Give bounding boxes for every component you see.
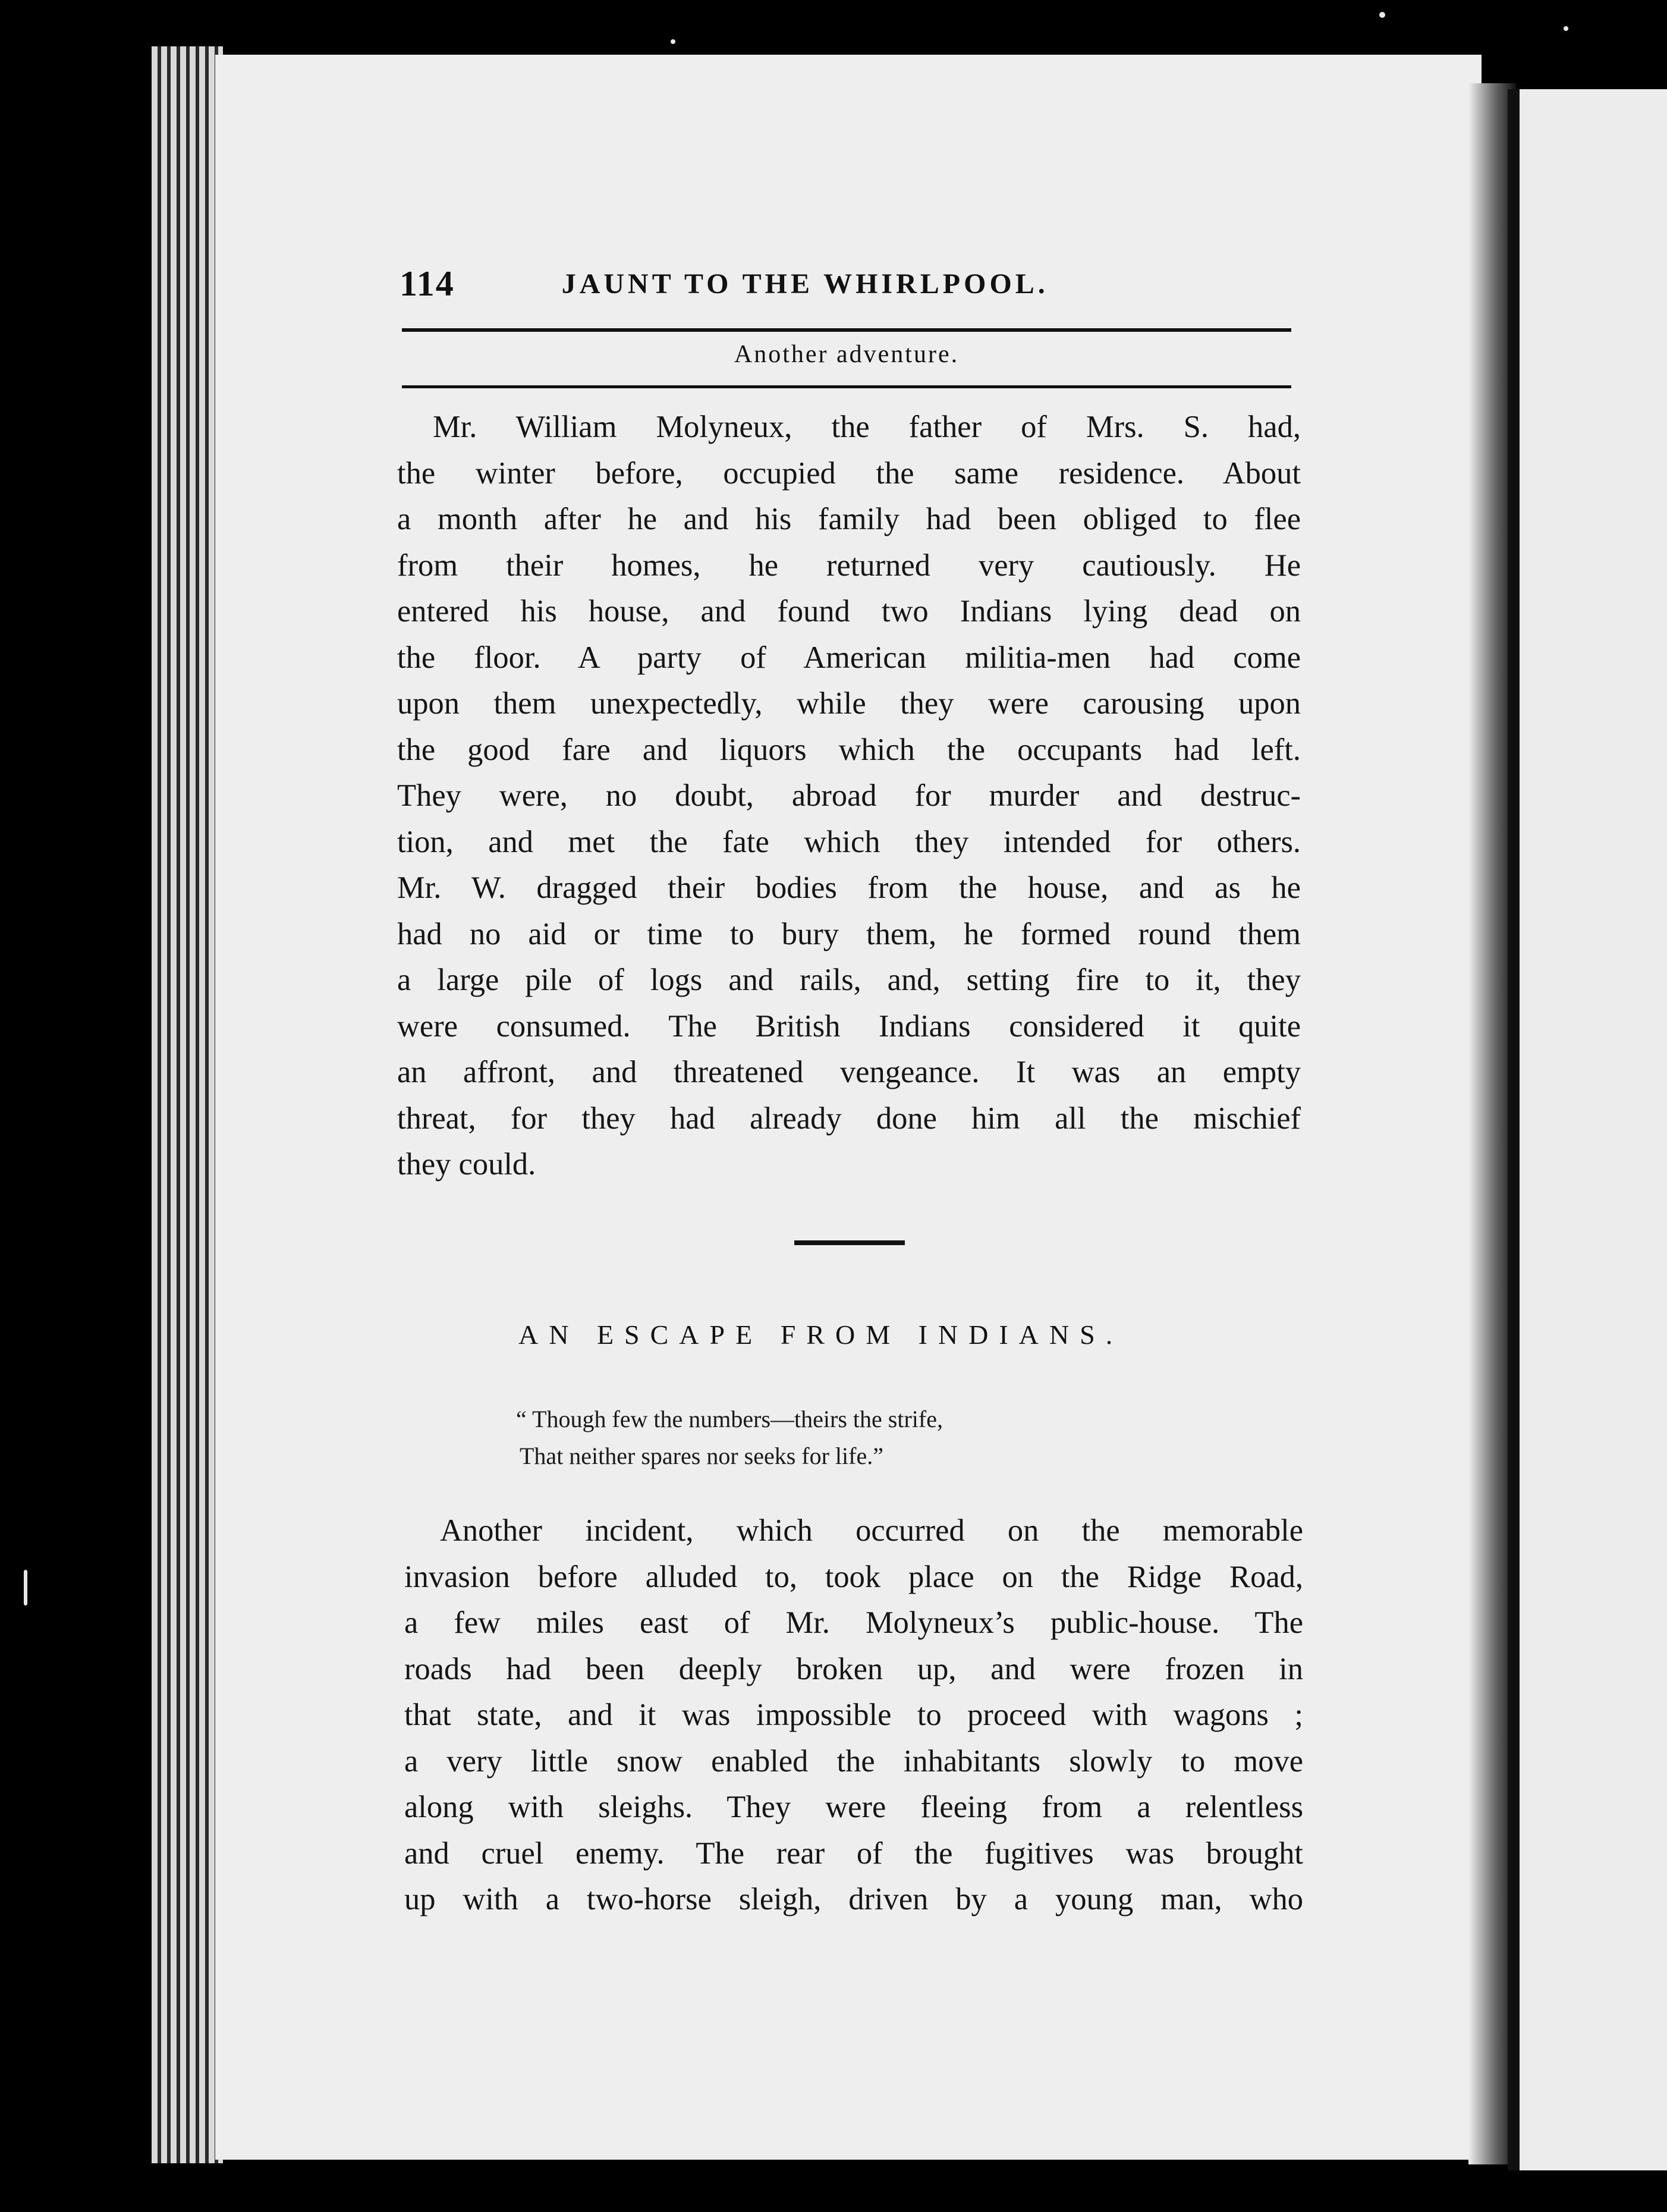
header-rule-top xyxy=(402,328,1291,332)
paragraph-escape xyxy=(404,1508,1303,1923)
text-line: entered his house, and found two Indians lying dead on xyxy=(397,594,1301,629)
text-line: they could. xyxy=(397,1147,536,1182)
facing-page-edge xyxy=(1508,89,1521,2170)
text-line: and cruel enemy. The rear of the fugitives was brought xyxy=(404,1836,1303,1871)
text-line: Another incident, which occurred on the memorable xyxy=(440,1513,1303,1548)
text-line: a month after he and his family had been obliged to flee xyxy=(397,502,1301,536)
text-line: along with sleighs. They were fleeing from a relentless xyxy=(404,1790,1303,1824)
section-subtitle: Another adventure. xyxy=(734,341,960,368)
text-line: an affront, and threatened vengeance. It was an empty xyxy=(397,1055,1301,1089)
text-line: a large pile of logs and rails, and, setting fire to it, they xyxy=(397,963,1301,997)
book-title: JAUNT TO THE WHIRLPOOL. xyxy=(561,268,1049,300)
epigraph-line: That neither spares nor seeks for life.” xyxy=(520,1443,883,1469)
text-line: threat, for they had already done him all the mischief xyxy=(397,1101,1301,1136)
text-line: were consumed. The British Indians considered it quite xyxy=(397,1008,1301,1044)
paragraph-molyneux xyxy=(397,404,1301,1188)
running-head xyxy=(400,257,1303,310)
text-line: a few miles east of Mr. Molyneux’s public-house. The xyxy=(404,1605,1303,1640)
section-divider xyxy=(794,1240,905,1245)
epigraph xyxy=(516,1401,1206,1475)
facing-page xyxy=(1520,89,1667,2170)
text-line: tion, and met the fate which they intended for others. xyxy=(397,824,1301,859)
text-line: invasion before alluded to, took place on the Ridge Road, xyxy=(404,1559,1303,1594)
scan-speck xyxy=(1564,26,1568,31)
text-line: had no aid or time to bury them, he formed round them xyxy=(397,916,1301,951)
text-line: a very little snow enabled the inhabitants slowly to move xyxy=(404,1743,1303,1779)
text-line: up with a two-horse sleigh, driven by a young man, who xyxy=(404,1882,1303,1916)
text-line: They were, no doubt, abroad for murder and destruc- xyxy=(397,778,1301,813)
text-line: upon them unexpectedly, while they were carousing upon xyxy=(397,686,1301,721)
scan-speck xyxy=(1379,12,1385,18)
text-line: Mr. William Molyneux, the father of Mrs. S. had, xyxy=(433,410,1301,444)
page-number: 114 xyxy=(400,263,455,303)
epigraph-line: “ Though few the numbers—theirs the strife, xyxy=(516,1406,943,1432)
chapter-heading: AN ESCAPE FROM INDIANS. xyxy=(518,1319,1124,1350)
text-line: that state, and it was impossible to proceed with wagons ; xyxy=(404,1698,1303,1732)
scan-speck xyxy=(24,1570,27,1605)
text-line: roads had been deeply broken up, and were frozen in xyxy=(404,1651,1303,1686)
header-rule-bottom xyxy=(402,385,1291,388)
book-page-edges xyxy=(152,46,223,2163)
text-line: the good fare and liquors which the occupants had left. xyxy=(397,732,1301,767)
text-line: the floor. A party of American militia-men had come xyxy=(397,640,1301,675)
text-line: Mr. W. dragged their bodies from the house, and as he xyxy=(397,871,1301,905)
text-line: from their homes, he returned very cautiously. He xyxy=(397,548,1301,583)
text-line: the winter before, occupied the same residence. About xyxy=(397,455,1301,491)
scan-speck xyxy=(671,39,675,44)
